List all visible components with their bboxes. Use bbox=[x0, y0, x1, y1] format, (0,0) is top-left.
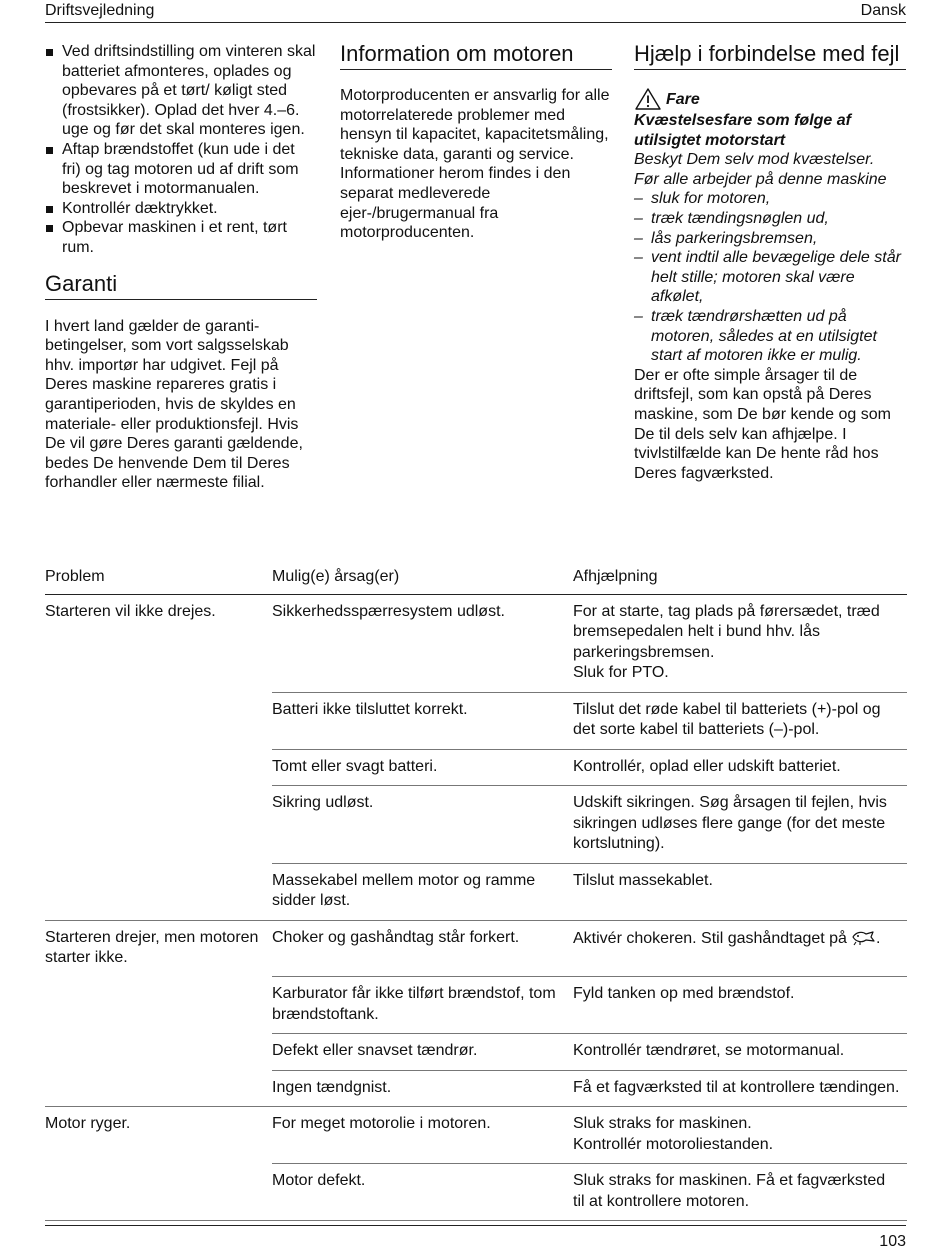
cell-cause: Choker og gashåndtag står forkert. bbox=[272, 920, 573, 977]
table-row bbox=[45, 749, 907, 786]
safety-step: – træk tændrørshætten ud på motoren, således at en utilsigtet start af motoren ikke er mulig. bbox=[634, 307, 877, 365]
footer-rule bbox=[45, 1225, 906, 1226]
header-language: Dansk bbox=[860, 2, 906, 19]
cell-remedy bbox=[573, 920, 907, 977]
troubleshooting-table bbox=[45, 565, 907, 1221]
bullet-square-icon bbox=[46, 206, 53, 213]
cell-cause: Ingen tændgnist. bbox=[272, 1070, 573, 1107]
cell-remedy: Kontrollér, oplad eller udskift batteriet. bbox=[573, 749, 907, 786]
bullet-square-icon bbox=[46, 225, 53, 232]
cell-remedy: Udskift sikringen. Søg årsagen til fejlen, hvis sikringen udløses flere gange (for det meste kortslutning). bbox=[573, 786, 907, 864]
cell-cause: For meget motorolie i motoren. bbox=[272, 1107, 573, 1164]
remedy-text: Aktivér chokeren. Stil gashåndtaget på bbox=[573, 929, 847, 947]
cell-cause: Sikkerhedsspærresystem udløst. bbox=[272, 594, 573, 692]
cell-remedy: Sluk straks for maskinen. Kontrollér motoroliestanden. bbox=[573, 1107, 907, 1164]
cell-remedy: Sluk straks for maskinen. Få et fagværksted til at kontrollere motoren. bbox=[573, 1164, 907, 1221]
warranty-heading: Garanti bbox=[45, 272, 317, 300]
column-header-remedy: Afhjælpning bbox=[573, 565, 907, 594]
table-row bbox=[45, 863, 907, 920]
table-row bbox=[45, 1164, 907, 1221]
cell-problem bbox=[45, 749, 272, 786]
cell-cause: Sikring udløst. bbox=[272, 786, 573, 864]
cell-remedy: Fyld tanken op med brændstof. bbox=[573, 977, 907, 1034]
warning-intro: Før alle arbejder på denne maskine bbox=[634, 170, 887, 188]
warning-triangle-icon bbox=[634, 87, 662, 111]
cell-problem: Starteren vil ikke drejes. bbox=[45, 602, 216, 620]
cell-problem bbox=[45, 692, 272, 749]
safety-step: – træk tændingsnøglen ud, bbox=[634, 209, 829, 227]
warning-label: Fare bbox=[666, 90, 700, 108]
cell-cause: Defekt eller snavset tændrør. bbox=[272, 1034, 573, 1071]
remedy-suffix: . bbox=[875, 929, 881, 947]
cell-cause: Tomt eller svagt batteri. bbox=[272, 749, 573, 786]
cell-cause: Motor defekt. bbox=[272, 1164, 573, 1221]
troubleshooting-text: Der er ofte simple årsager til de driftsfejl, som kan opstå på Deres maskine, som De bør kende og som De til dels selv kan afhjælpe. I tvivlstilfælde kan De hente råd hos Deres fagværksted. bbox=[634, 366, 891, 482]
cell-problem bbox=[45, 977, 272, 1034]
safety-step: – vent indtil alle bevægelige dele står helt stille; motoren skal være afkølet, bbox=[634, 249, 901, 306]
bullet-item: Opbevar maskinen i et rent, tørt rum. bbox=[45, 218, 317, 257]
cell-problem: Motor ryger. bbox=[45, 1115, 131, 1132]
page-number: 103 bbox=[879, 1233, 906, 1250]
choke-icon bbox=[850, 928, 876, 946]
cell-remedy: Tilslut massekablet. bbox=[573, 863, 907, 920]
table-row bbox=[45, 786, 907, 864]
column-troubleshooting-help bbox=[634, 42, 906, 483]
cell-remedy: Tilslut det røde kabel til batteriets (+)-pol og det sorte kabel til batteriets (–)-pol. bbox=[573, 692, 907, 749]
cell-remedy: For at starte, tag plads på førersædet, træd bremsepedalen helt i bund hhv. lås parkeringsbremsen. Sluk for PTO. bbox=[573, 594, 907, 692]
troubleshooting-heading: Hjælp i forbindelse med fejl bbox=[634, 42, 906, 70]
header-title: Driftsvejledning bbox=[45, 2, 155, 19]
warning-label-row bbox=[634, 87, 906, 111]
bullet-square-icon bbox=[46, 49, 53, 56]
storage-bullet-list bbox=[45, 42, 317, 258]
warning-intro: Beskyt Dem selv mod kvæstelser. bbox=[634, 151, 875, 169]
column-header-problem: Problem bbox=[45, 565, 272, 594]
cell-problem bbox=[45, 863, 272, 920]
cell-problem: Starteren drejer, men motoren starter ikke. bbox=[45, 928, 259, 966]
table-header-row bbox=[45, 565, 907, 594]
cell-cause: Karburator får ikke tilført brændstof, tom brændstoftank. bbox=[272, 977, 573, 1034]
column-engine-info bbox=[340, 42, 612, 243]
table-body bbox=[45, 594, 907, 1221]
page-header bbox=[45, 0, 906, 23]
table-row bbox=[45, 1070, 907, 1107]
cell-remedy: Kontrollér tændrøret, se motormanual. bbox=[573, 1034, 907, 1071]
cell-problem bbox=[45, 786, 272, 864]
bullet-item: Aftap brændstoffet (kun ude i det fri) og tag motoren ud af drift som beskrevet i motormanualen. bbox=[45, 140, 317, 199]
column-storage-warranty bbox=[45, 42, 317, 493]
warranty-text: I hvert land gælder de garanti-betingelser, som vort salgsselskab hhv. importør har udgivet. Fejl på Deres maskine repareres gratis i garantiperioden, hvis de skyldes en materiale- eller produktionsfejl. Hvis De vil gøre Deres garanti gældende, bedes De henvende Dem til Deres forhandler eller nærmeste filial. bbox=[45, 317, 303, 492]
engine-info-heading: Information om motoren bbox=[340, 42, 612, 70]
cell-problem bbox=[45, 1070, 272, 1107]
cell-cause: Batteri ikke tilsluttet korrekt. bbox=[272, 692, 573, 749]
table-row bbox=[45, 977, 907, 1034]
safety-step: – lås parkeringsbremsen, bbox=[634, 229, 818, 247]
bullet-square-icon bbox=[46, 147, 53, 154]
table-row bbox=[45, 1107, 907, 1164]
warning-heading: Kvæstelsesfare som følge af utilsigtet motorstart bbox=[634, 112, 851, 149]
column-header-cause: Mulig(e) årsag(er) bbox=[272, 565, 573, 594]
bullet-item: Ved driftsindstilling om vinteren skal batteriet afmonteres, oplades og opbevares på et tørt/ køligt sted (frostsikker). Oplad det hver 4.–6. uge og før det skal monteres igen. bbox=[45, 42, 317, 140]
table-row bbox=[45, 920, 907, 977]
bullet-item: Kontrollér dæktrykket. bbox=[45, 199, 317, 219]
table-row bbox=[45, 594, 907, 692]
cell-problem bbox=[45, 1034, 272, 1071]
table-row bbox=[45, 692, 907, 749]
table-row bbox=[45, 1034, 907, 1071]
safety-step: – sluk for motoren, bbox=[634, 190, 771, 208]
safety-steps-list bbox=[634, 189, 906, 365]
cell-cause: Massekabel mellem motor og ramme sidder løst. bbox=[272, 863, 573, 920]
cell-remedy: Få et fagværksted til at kontrollere tændingen. bbox=[573, 1070, 907, 1107]
engine-info-text: Motorproducenten er ansvarlig for alle motorrelaterede problemer med hensyn til kapacitet, kapacitetsmåling, tekniske data, garanti og service. Informationer herom findes i den separat medleverede ejer-/brugermanual fra motorproducenten. bbox=[340, 87, 610, 242]
cell-problem bbox=[45, 1164, 272, 1221]
